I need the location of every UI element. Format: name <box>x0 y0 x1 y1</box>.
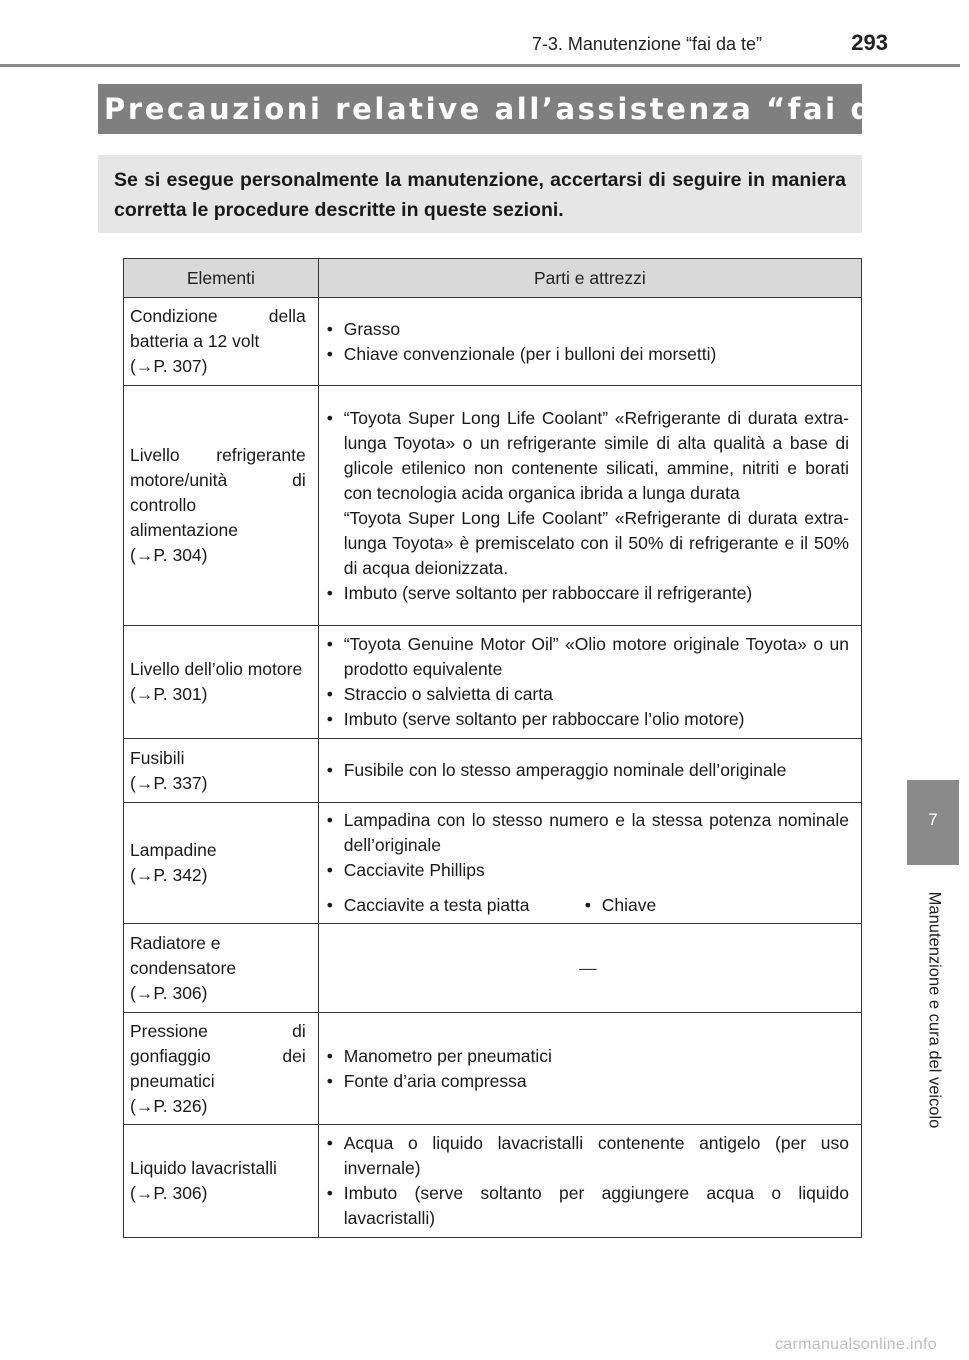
element-cell <box>124 626 319 739</box>
list-item-text: • “Toyota Super Long Life Coolant” «Refrigerante di durata extra-lunga Toyota» o un refrigerante simile di alta qualità a base di glicole etilenico non contenente silicati, ammine, nitriti e borati con tecnologia acida organica ibrida a lunga durata <box>343 407 849 503</box>
list-item: • Cacciavite Phillips <box>327 858 849 883</box>
element-name: Lampadine <box>130 840 217 860</box>
element-cell <box>124 1125 319 1238</box>
parts-cell <box>318 1125 861 1238</box>
column-header-parts: Parti e attrezzi <box>318 259 861 298</box>
page-reference: (→P. 304) <box>130 545 208 565</box>
list-item: • Chiave convenzionale (per i bulloni dei morsetti) <box>327 342 849 367</box>
page-reference: (→P. 306) <box>130 1183 208 1203</box>
element-name: Pressione di gonfiaggio dei pneumatici <box>130 1020 306 1091</box>
table-row <box>124 924 862 1013</box>
element-name: Fusibili <box>130 747 185 768</box>
list-item: • Grasso <box>327 317 849 342</box>
intro-text: Se si esegue personalmente la manutenzione, accertarsi di seguire in maniera corretta le procedure descritte in queste sezioni. <box>114 169 846 221</box>
parts-table <box>123 258 862 1238</box>
element-cell <box>124 1013 319 1125</box>
parts-cell <box>318 739 861 803</box>
element-name: Condizione della batteria a 12 volt <box>130 306 306 351</box>
element-cell <box>124 386 319 626</box>
parts-cell <box>318 386 861 626</box>
section-reference: 7-3. Manutenzione “fai da te” <box>531 34 762 54</box>
running-head <box>0 30 960 60</box>
parts-list <box>327 632 849 732</box>
parts-list <box>327 758 849 783</box>
list-item: • Imbuto (serve soltanto per rabboccare l’olio motore) <box>327 707 849 732</box>
page-reference: (→P. 326) <box>130 1095 208 1116</box>
element-cell <box>124 739 319 803</box>
list-item: • Cacciavite a testa piatta <box>327 893 585 918</box>
parts-list <box>327 808 849 883</box>
element-cell <box>124 924 319 1013</box>
section-title: Precauzioni relative all’assistenza “fai da te” <box>104 92 969 126</box>
page-reference: (→P. 306) <box>130 982 208 1003</box>
chapter-tab[interactable]: 7 <box>907 780 959 865</box>
column-header-elements: Elementi <box>124 259 319 298</box>
table-header-row <box>124 259 862 298</box>
list-item: • Imbuto (serve soltanto per aggiungere acqua o liquido lavacristalli) <box>327 1181 849 1231</box>
table-row <box>124 626 862 739</box>
watermark: carmanualsonline.info <box>775 1336 937 1353</box>
page-reference: (→P. 337) <box>130 772 208 793</box>
list-item: • Lampadina con lo stesso numero e la stessa potenza nominale dell’originale <box>327 808 849 858</box>
parts-list <box>327 317 849 367</box>
parts-cell <box>318 803 861 924</box>
table-row <box>124 386 862 626</box>
list-item: • Imbuto (serve soltanto per rabboccare il refrigerante) <box>327 581 849 606</box>
table-row <box>124 739 862 803</box>
element-name: Livello dell’olio motore <box>130 659 303 679</box>
list-item <box>327 406 849 581</box>
header-rule <box>0 64 960 67</box>
list-item: • Chiave <box>585 893 656 918</box>
table-row <box>124 1125 862 1238</box>
intro-box <box>98 155 862 233</box>
element-cell <box>124 298 319 386</box>
table-row <box>124 1013 862 1125</box>
none-dash: — <box>579 957 597 978</box>
parts-cell <box>318 1013 861 1125</box>
list-item: • Straccio o salvietta di carta <box>327 682 849 707</box>
table-row <box>124 803 862 924</box>
list-item: • Fusibile con lo stesso amperaggio nominale dell’originale <box>327 758 849 783</box>
parts-cell <box>318 924 861 1013</box>
list-item: • Manometro per pneumatici <box>327 1044 849 1069</box>
list-item: • “Toyota Genuine Motor Oil” «Olio motore originale Toyota» o un prodotto equivalente <box>327 632 849 682</box>
page-reference: (→P. 307) <box>130 356 208 376</box>
element-cell <box>124 803 319 924</box>
section-title-bar <box>98 84 969 134</box>
chapter-label: Manutenzione e cura del veicolo <box>925 891 944 1129</box>
page-reference: (→P. 301) <box>130 684 208 704</box>
parts-list <box>327 1044 849 1094</box>
element-name: Radiatore e condensatore <box>130 932 237 978</box>
inline-parts-list <box>327 893 849 918</box>
list-item-note: “Toyota Super Long Life Coolant” «Refrigerante di durata extra-lunga Toyota» è premiscelato con il 50% di refrigerante e il 50% di acqua deionizzata. <box>343 507 849 578</box>
parts-cell <box>318 298 861 386</box>
parts-list <box>327 1131 849 1231</box>
table-row <box>124 298 862 386</box>
page-reference: (→P. 342) <box>130 865 208 885</box>
element-name: Livello refrigerante motore/unità di controllo alimentazione <box>130 445 306 540</box>
parts-cell <box>318 626 861 739</box>
element-name: Liquido lavacristalli <box>130 1158 277 1178</box>
list-item: • Acqua o liquido lavacristalli contenente antigelo (per uso invernale) <box>327 1131 849 1181</box>
parts-list <box>327 406 849 606</box>
page-number: 293 <box>851 30 888 55</box>
list-item: • Fonte d’aria compressa <box>327 1069 849 1094</box>
